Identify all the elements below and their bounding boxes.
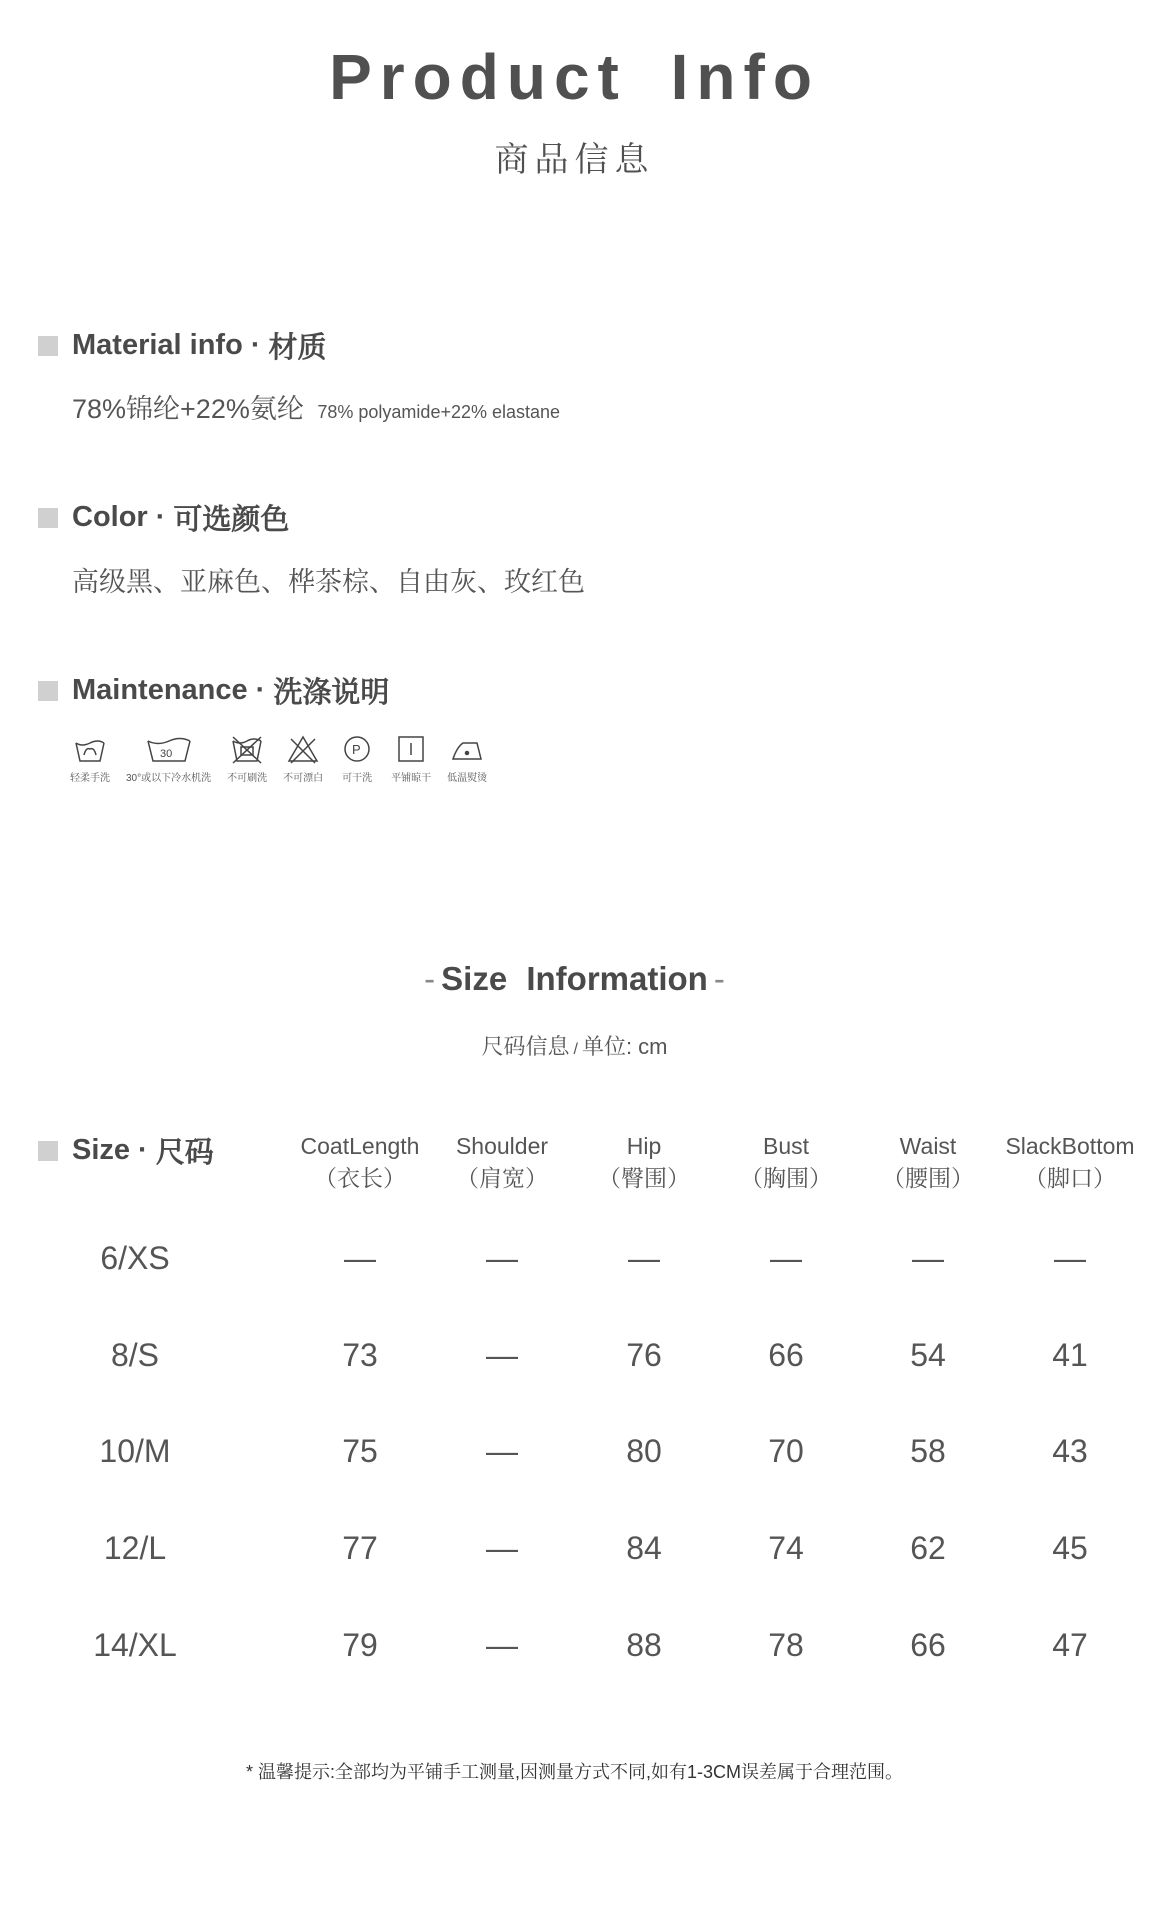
- table-cell: 88: [626, 1627, 662, 1663]
- measurement-note: * 温馨提示:全部均为平铺手工测量,因测量方式不同,如有1-3CM误差属于合理范围。: [245, 1762, 903, 1782]
- care-label: 不可漂白: [283, 773, 324, 784]
- material-text-en: 78% polyamide+22% elastane: [317, 402, 561, 422]
- maintenance-heading: [38, 670, 389, 711]
- care-dry-clean: [339, 733, 375, 784]
- size-heading-sep: ·: [138, 1134, 148, 1166]
- size-info-title-text: Size Information: [441, 960, 708, 997]
- material-heading-sep: ·: [250, 329, 261, 361]
- page-title: Product Info: [329, 41, 820, 113]
- size-info-title: [0, 960, 1149, 998]
- table-cell: 77: [342, 1530, 378, 1566]
- care-no-bleach: [283, 733, 323, 784]
- table-cell: 75: [342, 1433, 378, 1469]
- table-cell: —: [912, 1240, 944, 1276]
- table-cell: —: [486, 1433, 518, 1469]
- col-header-en: Hip: [626, 1133, 662, 1159]
- row-size-label: 10/M: [99, 1433, 171, 1469]
- care-label: 低温熨烫: [447, 773, 488, 784]
- color-heading-en: Color: [72, 501, 148, 533]
- table-cell: 76: [626, 1337, 662, 1373]
- care-icons-row: [70, 733, 503, 784]
- col-header-slack-bottom: [1000, 1130, 1140, 1194]
- size-heading-en: Size: [72, 1134, 131, 1166]
- color-heading-sep: ·: [155, 501, 166, 533]
- col-header-bust: [716, 1130, 856, 1194]
- table-cell: —: [486, 1337, 518, 1373]
- care-low-iron: [447, 733, 487, 784]
- flat-dry-icon: [393, 733, 429, 767]
- care-label: 轻柔手洗: [70, 773, 110, 784]
- material-heading: [38, 325, 327, 366]
- size-info-subtitle: [0, 1030, 1149, 1061]
- svg-text:P: P: [352, 742, 361, 757]
- table-cell: 62: [910, 1530, 946, 1566]
- maintenance-heading-sep: ·: [255, 674, 266, 706]
- table-cell: 84: [626, 1530, 662, 1566]
- size-sub-slash: /: [573, 1041, 578, 1058]
- page-subtitle: 商品信息: [494, 141, 655, 179]
- table-cell: 70: [768, 1433, 804, 1469]
- table-cell: 47: [1052, 1627, 1088, 1663]
- row-size-label: 14/XL: [93, 1627, 177, 1663]
- col-header-waist: [858, 1130, 998, 1194]
- col-header-cn: （臀围）: [598, 1165, 690, 1191]
- table-cell: 54: [910, 1337, 946, 1373]
- title-dash-left: -: [424, 960, 436, 997]
- table-cell: 58: [910, 1433, 946, 1469]
- bullet-square-icon: [38, 1141, 58, 1161]
- svg-text:30: 30: [159, 748, 172, 760]
- wash-30-icon: [144, 733, 194, 767]
- col-header-cn: （脚口）: [1024, 1165, 1116, 1191]
- care-flat-dry: [391, 733, 431, 784]
- material-heading-cn: 材质: [268, 332, 327, 364]
- table-cell: 79: [342, 1627, 378, 1663]
- table-cell: 66: [910, 1627, 946, 1663]
- table-cell: 43: [1052, 1433, 1088, 1469]
- dry-clean-p-icon: [339, 733, 375, 767]
- care-wash-30: [126, 733, 211, 784]
- low-iron-icon: [449, 733, 485, 767]
- row-size-label: 8/S: [110, 1337, 160, 1373]
- size-sub-unit: 单位: cm: [581, 1034, 668, 1059]
- bullet-square-icon: [38, 336, 58, 356]
- col-header-cn: （衣长）: [314, 1165, 406, 1191]
- table-cell: —: [628, 1240, 660, 1276]
- col-header-shoulder: [432, 1130, 572, 1194]
- col-header-en: Bust: [762, 1133, 810, 1159]
- col-header-coat-length: [290, 1130, 430, 1194]
- color-heading-cn: 可选颜色: [173, 504, 290, 536]
- table-cell: —: [486, 1627, 518, 1663]
- care-label: 可干洗: [342, 773, 373, 784]
- col-header-hip: [574, 1130, 714, 1194]
- table-cell: 73: [342, 1337, 378, 1373]
- material-text-cn: 78%锦纶+22%氨纶: [72, 394, 304, 424]
- table-cell: 78: [768, 1627, 804, 1663]
- maintenance-heading-en: Maintenance: [72, 674, 248, 706]
- table-cell: —: [1054, 1240, 1086, 1276]
- title-dash-right: -: [713, 960, 725, 997]
- row-size-label: 12/L: [103, 1530, 167, 1566]
- size-heading: [38, 1130, 214, 1171]
- col-header-en: CoatLength: [300, 1133, 420, 1159]
- bullet-square-icon: [38, 681, 58, 701]
- table-cell: 74: [768, 1530, 804, 1566]
- table-cell: 45: [1052, 1530, 1088, 1566]
- care-label: 平铺晾干: [391, 773, 432, 784]
- table-cell: —: [344, 1240, 376, 1276]
- material-heading-en: Material info: [72, 329, 243, 361]
- table-cell: —: [486, 1530, 518, 1566]
- no-brush-wash-icon: [229, 733, 265, 767]
- care-label: 30°或以下冷水机洗: [126, 773, 212, 784]
- table-cell: 41: [1052, 1337, 1088, 1373]
- size-sub-cn: 尺码信息: [481, 1034, 570, 1059]
- col-header-en: Waist: [899, 1133, 957, 1159]
- color-list: 高级黑、亚麻色、桦茶棕、自由灰、玫红色: [72, 567, 585, 597]
- maintenance-heading-cn: 洗涤说明: [273, 677, 390, 709]
- no-bleach-icon: [285, 733, 321, 767]
- care-label: 不可刷洗: [227, 773, 268, 784]
- care-hand-wash: [70, 733, 110, 784]
- col-header-cn: （腰围）: [882, 1165, 974, 1191]
- col-header-en: Shoulder: [455, 1133, 549, 1159]
- bullet-square-icon: [38, 508, 58, 528]
- care-no-brush: [227, 733, 267, 784]
- table-cell: 80: [626, 1433, 662, 1469]
- col-header-cn: （胸围）: [740, 1165, 832, 1191]
- table-cell: —: [486, 1240, 518, 1276]
- hand-wash-icon: [72, 733, 108, 767]
- table-cell: —: [770, 1240, 802, 1276]
- color-heading: [38, 497, 289, 538]
- col-header-en: SlackBottom: [1005, 1133, 1135, 1159]
- size-heading-cn: 尺码: [155, 1137, 214, 1169]
- material-text: [72, 387, 560, 426]
- row-size-label: 6/XS: [100, 1240, 170, 1276]
- table-cell: 66: [768, 1337, 804, 1373]
- col-header-cn: （肩宽）: [456, 1165, 548, 1191]
